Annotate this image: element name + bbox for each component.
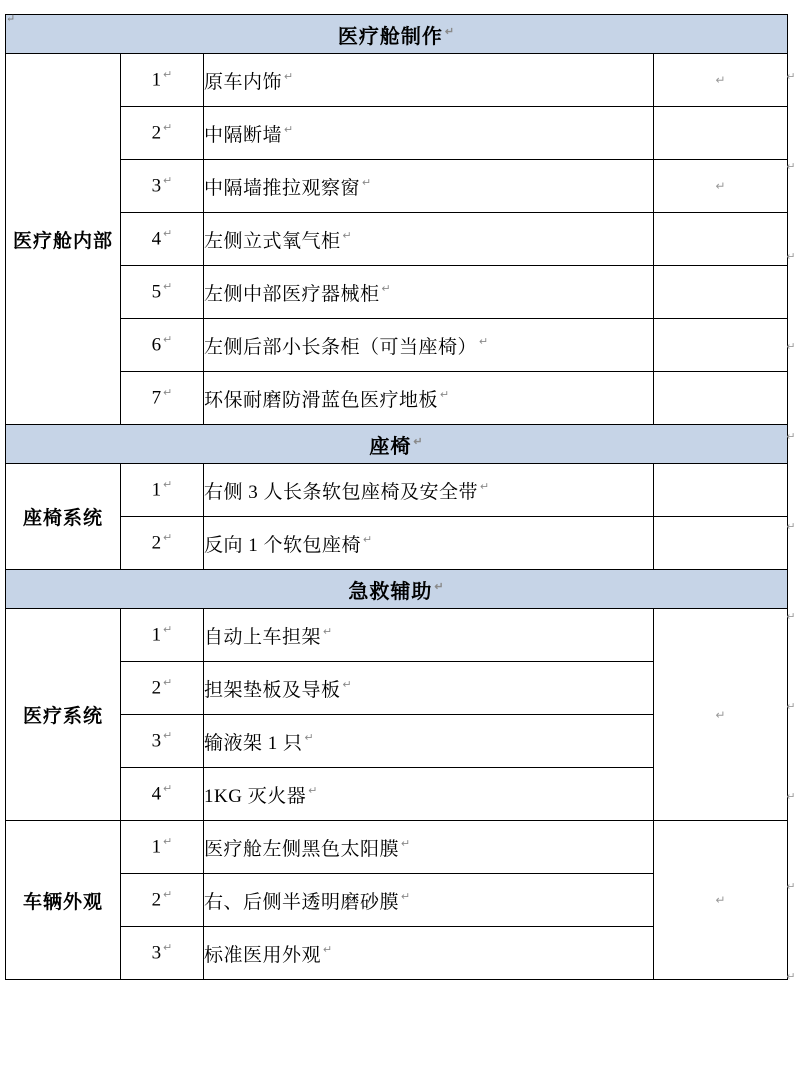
item-label: 医疗舱左侧黑色太阳膜 xyxy=(204,838,400,860)
paragraph-mark: ↵ xyxy=(284,124,294,137)
margin-mark: ↵ xyxy=(786,611,796,623)
row-number xyxy=(121,662,204,715)
margin-mark: ↵ xyxy=(786,521,796,533)
row-number-text: 7 xyxy=(151,387,162,409)
note-cell xyxy=(654,54,788,107)
row-number xyxy=(121,927,204,980)
paragraph-mark: ↵ xyxy=(163,730,173,743)
item-label: 右、后侧半透明磨砂膜 xyxy=(204,891,400,913)
table-row xyxy=(6,319,788,372)
item-label: 标准医用外观 xyxy=(204,944,322,966)
paragraph-mark: ↵ xyxy=(401,838,411,851)
right-margin-marks xyxy=(784,32,798,1022)
row-number-text: 3 xyxy=(151,942,162,964)
item-text xyxy=(204,662,654,715)
paragraph-mark: ↵ xyxy=(163,175,173,188)
note-text: ↵ xyxy=(715,707,726,722)
paragraph-mark: ↵ xyxy=(440,389,450,402)
row-number-text: 1 xyxy=(151,69,162,91)
margin-mark: ↵ xyxy=(786,71,796,83)
section-title: 医疗舱制作 xyxy=(337,25,443,48)
row-number-text: 5 xyxy=(151,281,162,303)
item-text xyxy=(204,372,654,425)
paragraph-mark: ↵ xyxy=(163,69,173,82)
category-cell-seating xyxy=(6,464,121,570)
item-text xyxy=(204,160,654,213)
note-cell xyxy=(654,160,788,213)
paragraph-mark: ↵ xyxy=(401,891,411,904)
table-row xyxy=(6,160,788,213)
category-cell-vehicle-exterior xyxy=(6,821,121,980)
table-row xyxy=(6,266,788,319)
row-number-text: 2 xyxy=(151,532,162,554)
section-title-cell xyxy=(6,570,788,609)
paragraph-mark: ↵ xyxy=(163,836,173,849)
note-cell xyxy=(654,319,788,372)
paragraph-mark: ↵ xyxy=(434,580,445,593)
note-cell xyxy=(654,821,788,980)
document-page xyxy=(0,14,800,1087)
paragraph-mark: ↵ xyxy=(304,732,315,745)
margin-mark: ↵ xyxy=(786,701,796,713)
category-label: 车辆外观 xyxy=(22,891,103,913)
item-label: 左侧立式氧气柜 xyxy=(204,230,341,252)
item-label: 中隔墙推拉观察窗 xyxy=(204,177,361,199)
table-row xyxy=(6,464,788,517)
paragraph-mark: ↵ xyxy=(163,228,173,241)
section-header-row xyxy=(6,570,788,609)
paragraph-mark: ↵ xyxy=(413,435,424,448)
margin-mark: ↵ xyxy=(786,341,796,353)
item-text xyxy=(204,517,654,570)
category-label: 医疗舱内部 xyxy=(12,230,113,252)
item-text xyxy=(204,213,654,266)
item-label: 环保耐磨防滑蓝色医疗地板 xyxy=(204,389,439,411)
category-label: 座椅系统 xyxy=(22,508,103,529)
paragraph-mark: ↵ xyxy=(323,944,333,957)
note-cell xyxy=(654,464,788,517)
item-label: 反向 1 个软包座椅 xyxy=(204,534,362,556)
paragraph-mark: ↵ xyxy=(163,677,173,690)
item-label: 1KG 灭火器 xyxy=(204,785,307,807)
category-label: 医疗系统 xyxy=(22,706,103,727)
note-cell xyxy=(654,213,788,266)
row-number xyxy=(121,372,204,425)
item-label: 担架垫板及导板 xyxy=(204,679,341,701)
row-number xyxy=(121,768,204,821)
item-text xyxy=(204,768,654,821)
note-text: ↵ xyxy=(715,893,726,907)
table-row xyxy=(6,517,788,570)
paragraph-mark: ↵ xyxy=(163,889,173,902)
table-row xyxy=(6,107,788,160)
section-title-cell xyxy=(6,15,788,54)
paragraph-mark-top: ↵ xyxy=(6,13,16,25)
item-text xyxy=(204,715,654,768)
row-number-text: 2 xyxy=(151,889,162,911)
row-number xyxy=(121,517,204,570)
row-number xyxy=(121,821,204,874)
row-number-text: 3 xyxy=(151,730,162,752)
paragraph-mark: ↵ xyxy=(444,25,456,38)
row-number xyxy=(121,319,204,372)
item-text xyxy=(204,927,654,980)
note-text: ↵ xyxy=(715,179,726,193)
paragraph-mark: ↵ xyxy=(342,679,353,692)
category-cell-medical-cabin xyxy=(6,54,121,425)
note-cell xyxy=(654,372,788,425)
item-text xyxy=(204,821,654,874)
item-text xyxy=(204,874,654,927)
margin-mark: ↵ xyxy=(786,251,796,263)
paragraph-mark: ↵ xyxy=(163,532,173,545)
row-number xyxy=(121,266,204,319)
table-row xyxy=(6,821,788,874)
paragraph-mark: ↵ xyxy=(308,785,318,798)
row-number-text: 1 xyxy=(151,836,162,858)
row-number xyxy=(121,213,204,266)
row-number-text: 1 xyxy=(151,624,162,646)
paragraph-mark: ↵ xyxy=(323,626,333,639)
row-number-text: 2 xyxy=(151,677,162,699)
paragraph-mark: ↵ xyxy=(163,281,173,294)
note-cell xyxy=(654,517,788,570)
paragraph-mark: ↵ xyxy=(163,942,173,955)
section-title: 急救辅助 xyxy=(348,580,433,603)
item-label: 中隔断墙 xyxy=(204,124,283,146)
paragraph-mark: ↵ xyxy=(163,783,173,796)
table-row xyxy=(6,372,788,425)
note-cell xyxy=(654,107,788,160)
row-number-text: 3 xyxy=(151,175,162,197)
category-cell-medical-system xyxy=(6,609,121,821)
paragraph-mark: ↵ xyxy=(163,624,173,637)
row-number-text: 2 xyxy=(151,122,162,144)
item-text xyxy=(204,107,654,160)
margin-mark: ↵ xyxy=(786,431,796,443)
row-number xyxy=(121,874,204,927)
paragraph-mark: ↵ xyxy=(342,230,353,243)
paragraph-mark: ↵ xyxy=(479,336,489,349)
table-row xyxy=(6,213,788,266)
row-number-text: 6 xyxy=(151,334,162,356)
item-text xyxy=(204,266,654,319)
note-cell xyxy=(654,266,788,319)
specification-table xyxy=(5,14,788,980)
paragraph-mark: ↵ xyxy=(163,334,173,347)
margin-mark: ↵ xyxy=(786,791,796,803)
margin-mark: ↵ xyxy=(786,971,796,983)
row-number xyxy=(121,609,204,662)
paragraph-mark: ↵ xyxy=(381,283,392,296)
section-header-row xyxy=(6,425,788,464)
row-number xyxy=(121,160,204,213)
table-row xyxy=(6,54,788,107)
row-number xyxy=(121,464,204,517)
paragraph-mark: ↵ xyxy=(163,387,173,400)
item-label: 原车内饰 xyxy=(204,71,283,93)
table-row xyxy=(6,609,788,662)
item-text xyxy=(204,609,654,662)
item-text xyxy=(204,319,654,372)
paragraph-mark: ↵ xyxy=(480,481,490,494)
item-label: 自动上车担架 xyxy=(204,626,322,648)
section-title: 座椅 xyxy=(369,435,412,458)
item-label: 左侧后部小长条柜（可当座椅） xyxy=(204,336,478,358)
item-text xyxy=(204,464,654,517)
item-label: 右侧 3 人长条软包座椅及安全带 xyxy=(204,481,479,503)
row-number xyxy=(121,715,204,768)
section-header-row xyxy=(6,15,788,54)
paragraph-mark: ↵ xyxy=(362,177,372,190)
margin-mark: ↵ xyxy=(786,881,796,893)
margin-mark: ↵ xyxy=(786,161,796,173)
row-number xyxy=(121,107,204,160)
section-title-cell xyxy=(6,425,788,464)
note-text: ↵ xyxy=(715,73,726,87)
paragraph-mark: ↵ xyxy=(163,479,173,492)
item-label: 输液架 1 只 xyxy=(204,732,303,754)
row-number-text: 4 xyxy=(151,228,162,250)
item-label: 左侧中部医疗器械柜 xyxy=(204,283,380,305)
paragraph-mark: ↵ xyxy=(284,71,294,84)
paragraph-mark: ↵ xyxy=(163,122,173,135)
row-number-text: 1 xyxy=(151,479,162,501)
note-cell xyxy=(654,609,788,821)
paragraph-mark: ↵ xyxy=(363,534,373,547)
row-number-text: 4 xyxy=(151,783,162,805)
item-text xyxy=(204,54,654,107)
row-number xyxy=(121,54,204,107)
